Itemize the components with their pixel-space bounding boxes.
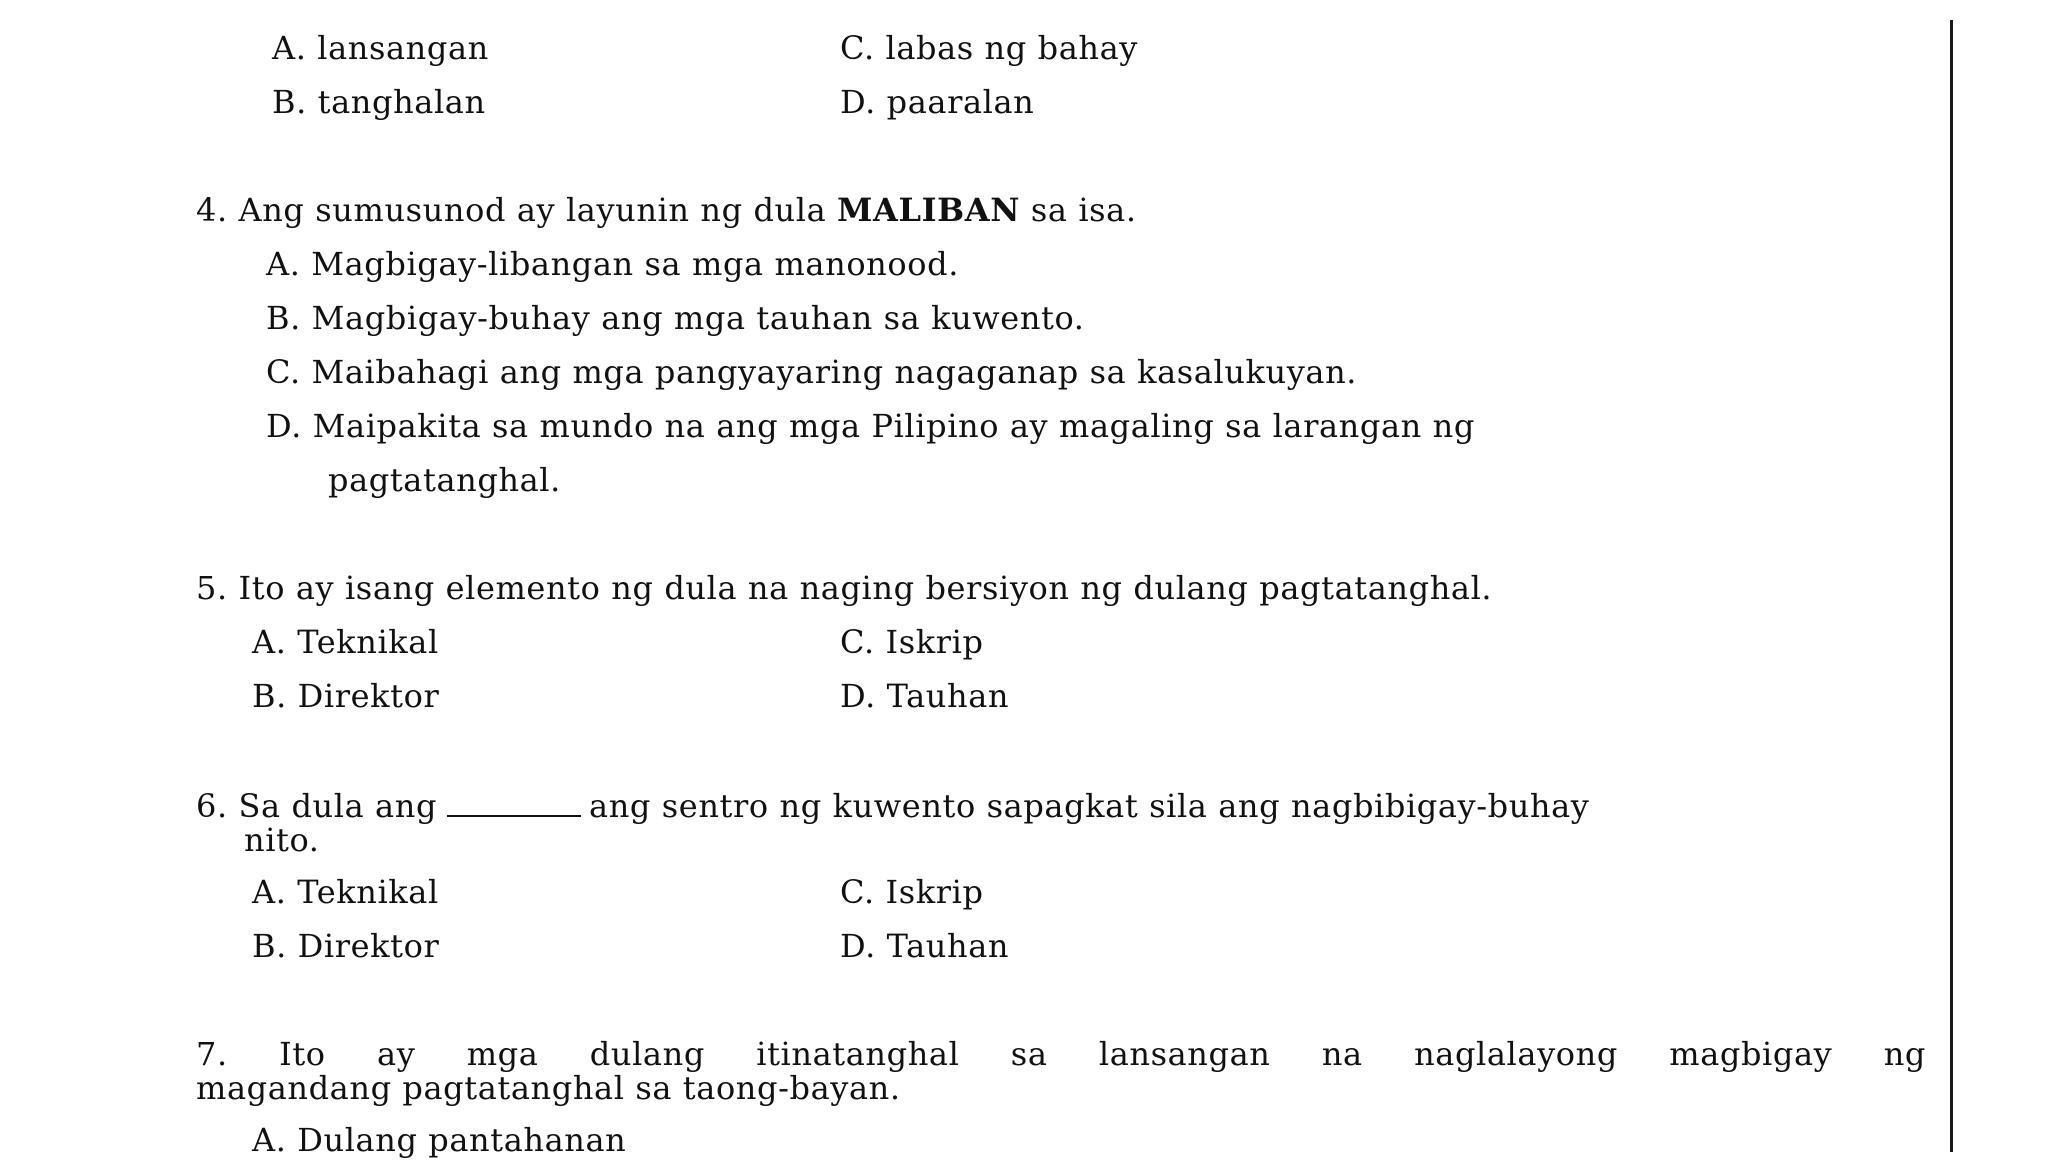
q7-question: 7. Ito ay mga dulang itinatanghal sa lansangan na naglalayong magbigay ng bbox=[196, 1035, 1926, 1073]
q4-choice-b: B. Magbigay-buhay ang mga tauhan sa kuwento. bbox=[266, 299, 1085, 337]
q5-choice-d: D. Tauhan bbox=[840, 677, 1010, 715]
q6-choice-c: C. Iskrip bbox=[840, 873, 984, 911]
q5-choice-c: C. Iskrip bbox=[840, 623, 984, 661]
q4-emphasis: MALIBAN bbox=[837, 191, 1021, 229]
q3-choice-b: B. tanghalan bbox=[272, 83, 486, 121]
q4-choice-a: A. Magbigay-libangan sa mga manonood. bbox=[266, 245, 959, 283]
q3-choice-d: D. paaralan bbox=[840, 83, 1035, 121]
q5-question: 5. Ito ay isang elemento ng dula na naging bersiyon ng dulang pagtatanghal. bbox=[196, 569, 1493, 607]
q3-choice-a: A. lansangan bbox=[272, 29, 489, 67]
q6-question bbox=[196, 786, 1590, 826]
q4-question-before: 4. Ang sumusunod ay layunin ng dula bbox=[196, 191, 838, 229]
q4-question-after: sa isa. bbox=[1020, 191, 1137, 229]
q4-question bbox=[196, 190, 1137, 230]
q7-question-continued: magandang pagtatanghal sa taong-bayan. bbox=[196, 1069, 901, 1107]
q6-choice-a: A. Teknikal bbox=[252, 873, 439, 911]
q6-question-after: ang sentro ng kuwento sapagkat sila ang nagbibigay-buhay bbox=[589, 787, 1590, 825]
q6-question-continued: nito. bbox=[244, 821, 320, 859]
q6-choice-d: D. Tauhan bbox=[840, 927, 1010, 965]
q3-choice-c: C. labas ng bahay bbox=[840, 29, 1138, 67]
q4-choice-d-continued: pagtatanghal. bbox=[328, 461, 561, 499]
q7-choice-a: A. Dulang pantahanan bbox=[252, 1121, 627, 1159]
q4-choice-c: C. Maibahagi ang mga pangyayaring nagaganap sa kasalukuyan. bbox=[266, 353, 1358, 391]
q6-choice-b: B. Direktor bbox=[252, 927, 440, 965]
q5-choice-a: A. Teknikal bbox=[252, 623, 439, 661]
page-right-border bbox=[1950, 20, 1953, 1152]
q6-question-before: 6. Sa dula ang bbox=[196, 787, 438, 825]
q4-choice-d: D. Maipakita sa mundo na ang mga Pilipino ay magaling sa larangan ng bbox=[266, 407, 1475, 445]
answer-blank bbox=[447, 791, 581, 817]
q5-choice-b: B. Direktor bbox=[252, 677, 440, 715]
